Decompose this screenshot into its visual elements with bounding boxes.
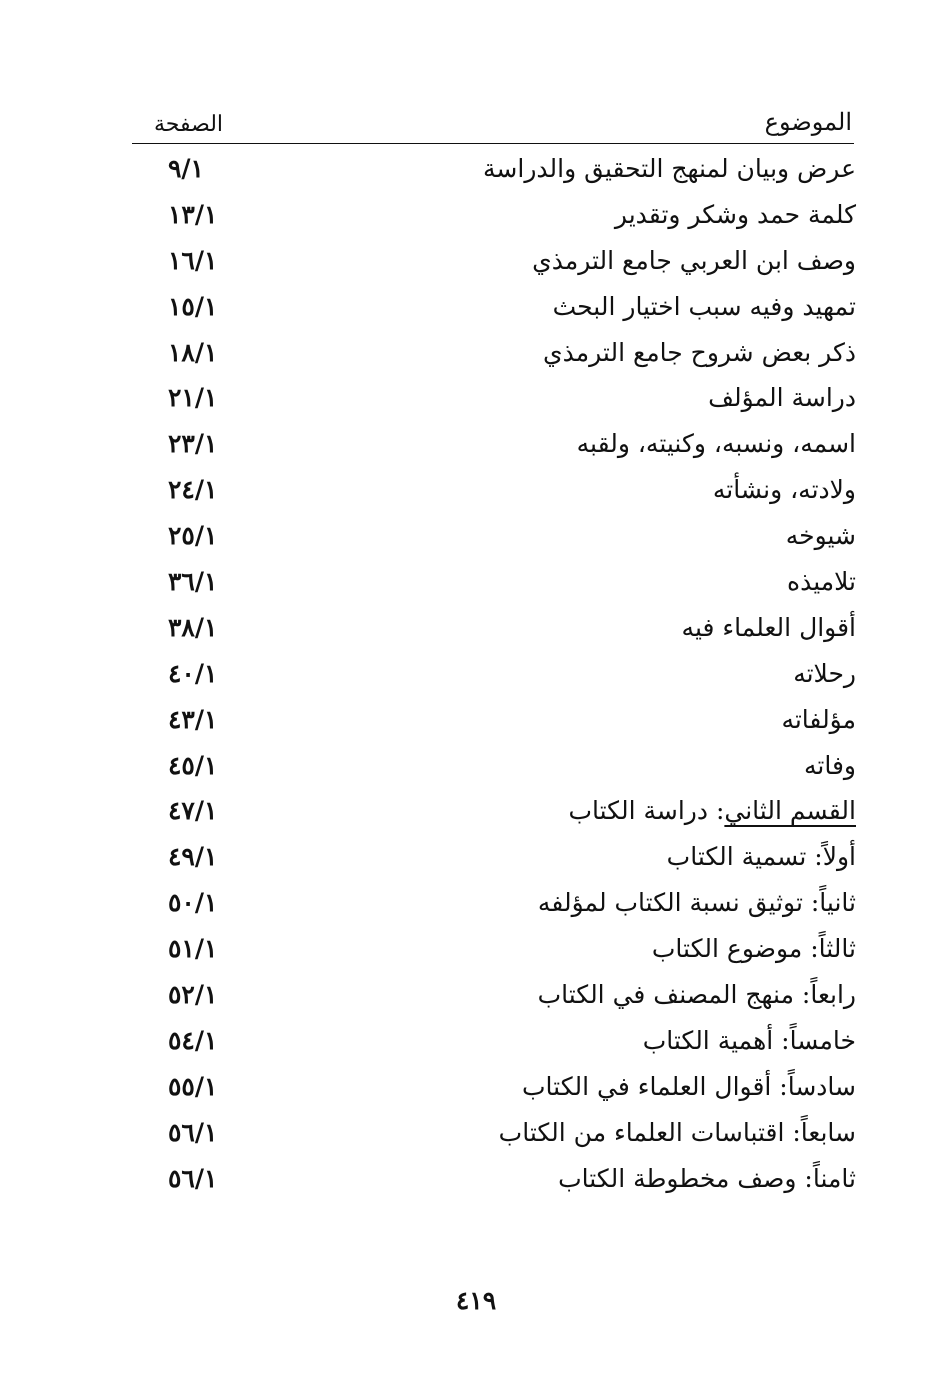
toc-entry-page: ٤٠/١ <box>168 658 218 688</box>
toc-entry-page: ٤٥/١ <box>168 750 218 780</box>
toc-entry-title <box>643 1026 856 1055</box>
toc-entry-title <box>538 888 856 917</box>
toc-entry-title <box>652 934 856 963</box>
toc-entry-page: ٤٩/١ <box>168 842 218 872</box>
ordinal-label: ثالثاً <box>818 934 856 964</box>
section-heading-label: القسم الثاني <box>724 796 856 826</box>
toc-entry-title: شيوخه <box>785 521 856 551</box>
toc-entry-page: ٥١/١ <box>168 934 218 964</box>
toc-entry-page: ٢٥/١ <box>168 521 218 551</box>
toc-entry-page: ٥٦/١ <box>168 1163 218 1193</box>
toc-entry <box>140 930 856 976</box>
page-column-heading: الصفحة <box>154 112 224 137</box>
ordinal-label: رابعاً <box>810 980 856 1010</box>
entry-text: : وصف مخطوطة الكتاب <box>558 1163 813 1193</box>
toc-entry-title: رحلاته <box>793 658 856 688</box>
toc-entry-page: ١٥/١ <box>168 291 218 321</box>
toc-entry-title: مؤلفاته <box>781 704 856 734</box>
ordinal-label: خامساً <box>789 1025 856 1055</box>
toc-entry-page: ٥٥/١ <box>168 1071 218 1101</box>
toc-entry-page: ٤٧/١ <box>168 796 218 826</box>
toc-header <box>132 108 852 142</box>
toc-entry <box>140 288 856 334</box>
toc-entry-title <box>568 796 856 825</box>
toc-entry <box>140 517 856 563</box>
toc-entry <box>140 425 856 471</box>
toc-entry-title: اسمه، ونسبه، وكنيته، ولقبه <box>576 429 856 459</box>
toc-entry-page: ١٨/١ <box>168 337 218 367</box>
toc-entry-title: تلاميذه <box>786 567 856 597</box>
toc-entry-title: تمهيد وفيه سبب اختيار البحث <box>552 291 856 321</box>
toc-entry <box>140 242 856 288</box>
toc-entry <box>140 884 856 930</box>
toc-entry-page: ٣٦/١ <box>168 567 218 597</box>
page-number: ٤١٩ <box>455 1286 497 1315</box>
toc-entry-title: أقوال العلماء فيه <box>681 612 856 642</box>
toc-entry <box>140 1114 856 1160</box>
ordinal-label: أولاً <box>822 842 856 872</box>
toc-entry <box>140 701 856 747</box>
toc-entry <box>140 792 856 838</box>
ordinal-label: ثامناً <box>812 1163 856 1193</box>
toc-entry <box>140 1160 856 1206</box>
toc-entry <box>140 471 856 517</box>
header-divider <box>132 143 854 144</box>
toc-entry-title: دراسة المؤلف <box>708 383 856 413</box>
toc-entry-page: ٥٠/١ <box>168 888 218 918</box>
toc-entry <box>140 838 856 884</box>
toc-entry <box>140 196 856 242</box>
toc-entry-page: ٥٦/١ <box>168 1117 218 1147</box>
toc-entry-title: ولادته، ونشأته <box>712 475 856 505</box>
toc-entry <box>140 379 856 425</box>
toc-entry-title: كلمة حمد وشكر وتقدير <box>614 199 856 229</box>
toc-entry-page: ٣٨/١ <box>168 612 218 642</box>
toc-entry-title <box>499 1118 856 1147</box>
toc-entry <box>140 976 856 1022</box>
toc-entry <box>140 150 856 196</box>
toc-entry-page: ٥٢/١ <box>168 980 218 1010</box>
toc-entry <box>140 1022 856 1068</box>
toc-entry-page: ١٣/١ <box>168 199 218 229</box>
toc-entry-title: وصف ابن العربي جامع الترمذي <box>532 245 856 275</box>
toc-entry <box>140 563 856 609</box>
toc-entry-page: ٥٤/١ <box>168 1025 218 1055</box>
toc-entry-page: ٢٤/١ <box>168 475 218 505</box>
ordinal-label: سادساً <box>787 1071 856 1101</box>
toc-entry-page: ٢١/١ <box>168 383 218 413</box>
table-of-contents <box>140 150 856 1205</box>
section-heading-text: : دراسة الكتاب <box>568 796 725 826</box>
toc-entry-title: ذكر بعض شروح جامع الترمذي <box>543 337 856 367</box>
toc-entry <box>140 655 856 701</box>
toc-entry-page: ٢٣/١ <box>168 429 218 459</box>
entry-text: : أقوال العلماء في الكتاب <box>522 1071 788 1101</box>
toc-entry-title: عرض وبيان لمنهج التحقيق والدراسة <box>483 154 856 183</box>
ordinal-label: ثانياً <box>819 888 856 918</box>
toc-entry <box>140 1068 856 1114</box>
entry-text: : موضوع الكتاب <box>651 934 819 964</box>
topic-column-heading: الموضوع <box>764 108 852 136</box>
entry-text: : تسمية الكتاب <box>666 842 823 872</box>
toc-entry <box>140 334 856 380</box>
toc-entry <box>140 747 856 793</box>
toc-entry-page: ٩/١ <box>168 154 204 183</box>
entry-text: : أهمية الكتاب <box>642 1025 790 1055</box>
entry-text: : اقتباسات العلماء من الكتاب <box>498 1117 801 1147</box>
entry-text: : منهج المصنف في الكتاب <box>537 980 811 1010</box>
toc-entry-title <box>538 980 856 1009</box>
toc-entry-page: ٤٣/١ <box>168 704 218 734</box>
entry-text: : توثيق نسبة الكتاب لمؤلفه <box>537 888 820 918</box>
toc-entry-title <box>558 1164 856 1193</box>
toc-entry-page: ١٦/١ <box>168 245 218 275</box>
toc-entry-title <box>667 842 856 871</box>
toc-entry-title <box>522 1072 856 1101</box>
ordinal-label: سابعاً <box>800 1117 856 1147</box>
toc-entry-title: وفاته <box>803 750 856 780</box>
toc-entry <box>140 609 856 655</box>
